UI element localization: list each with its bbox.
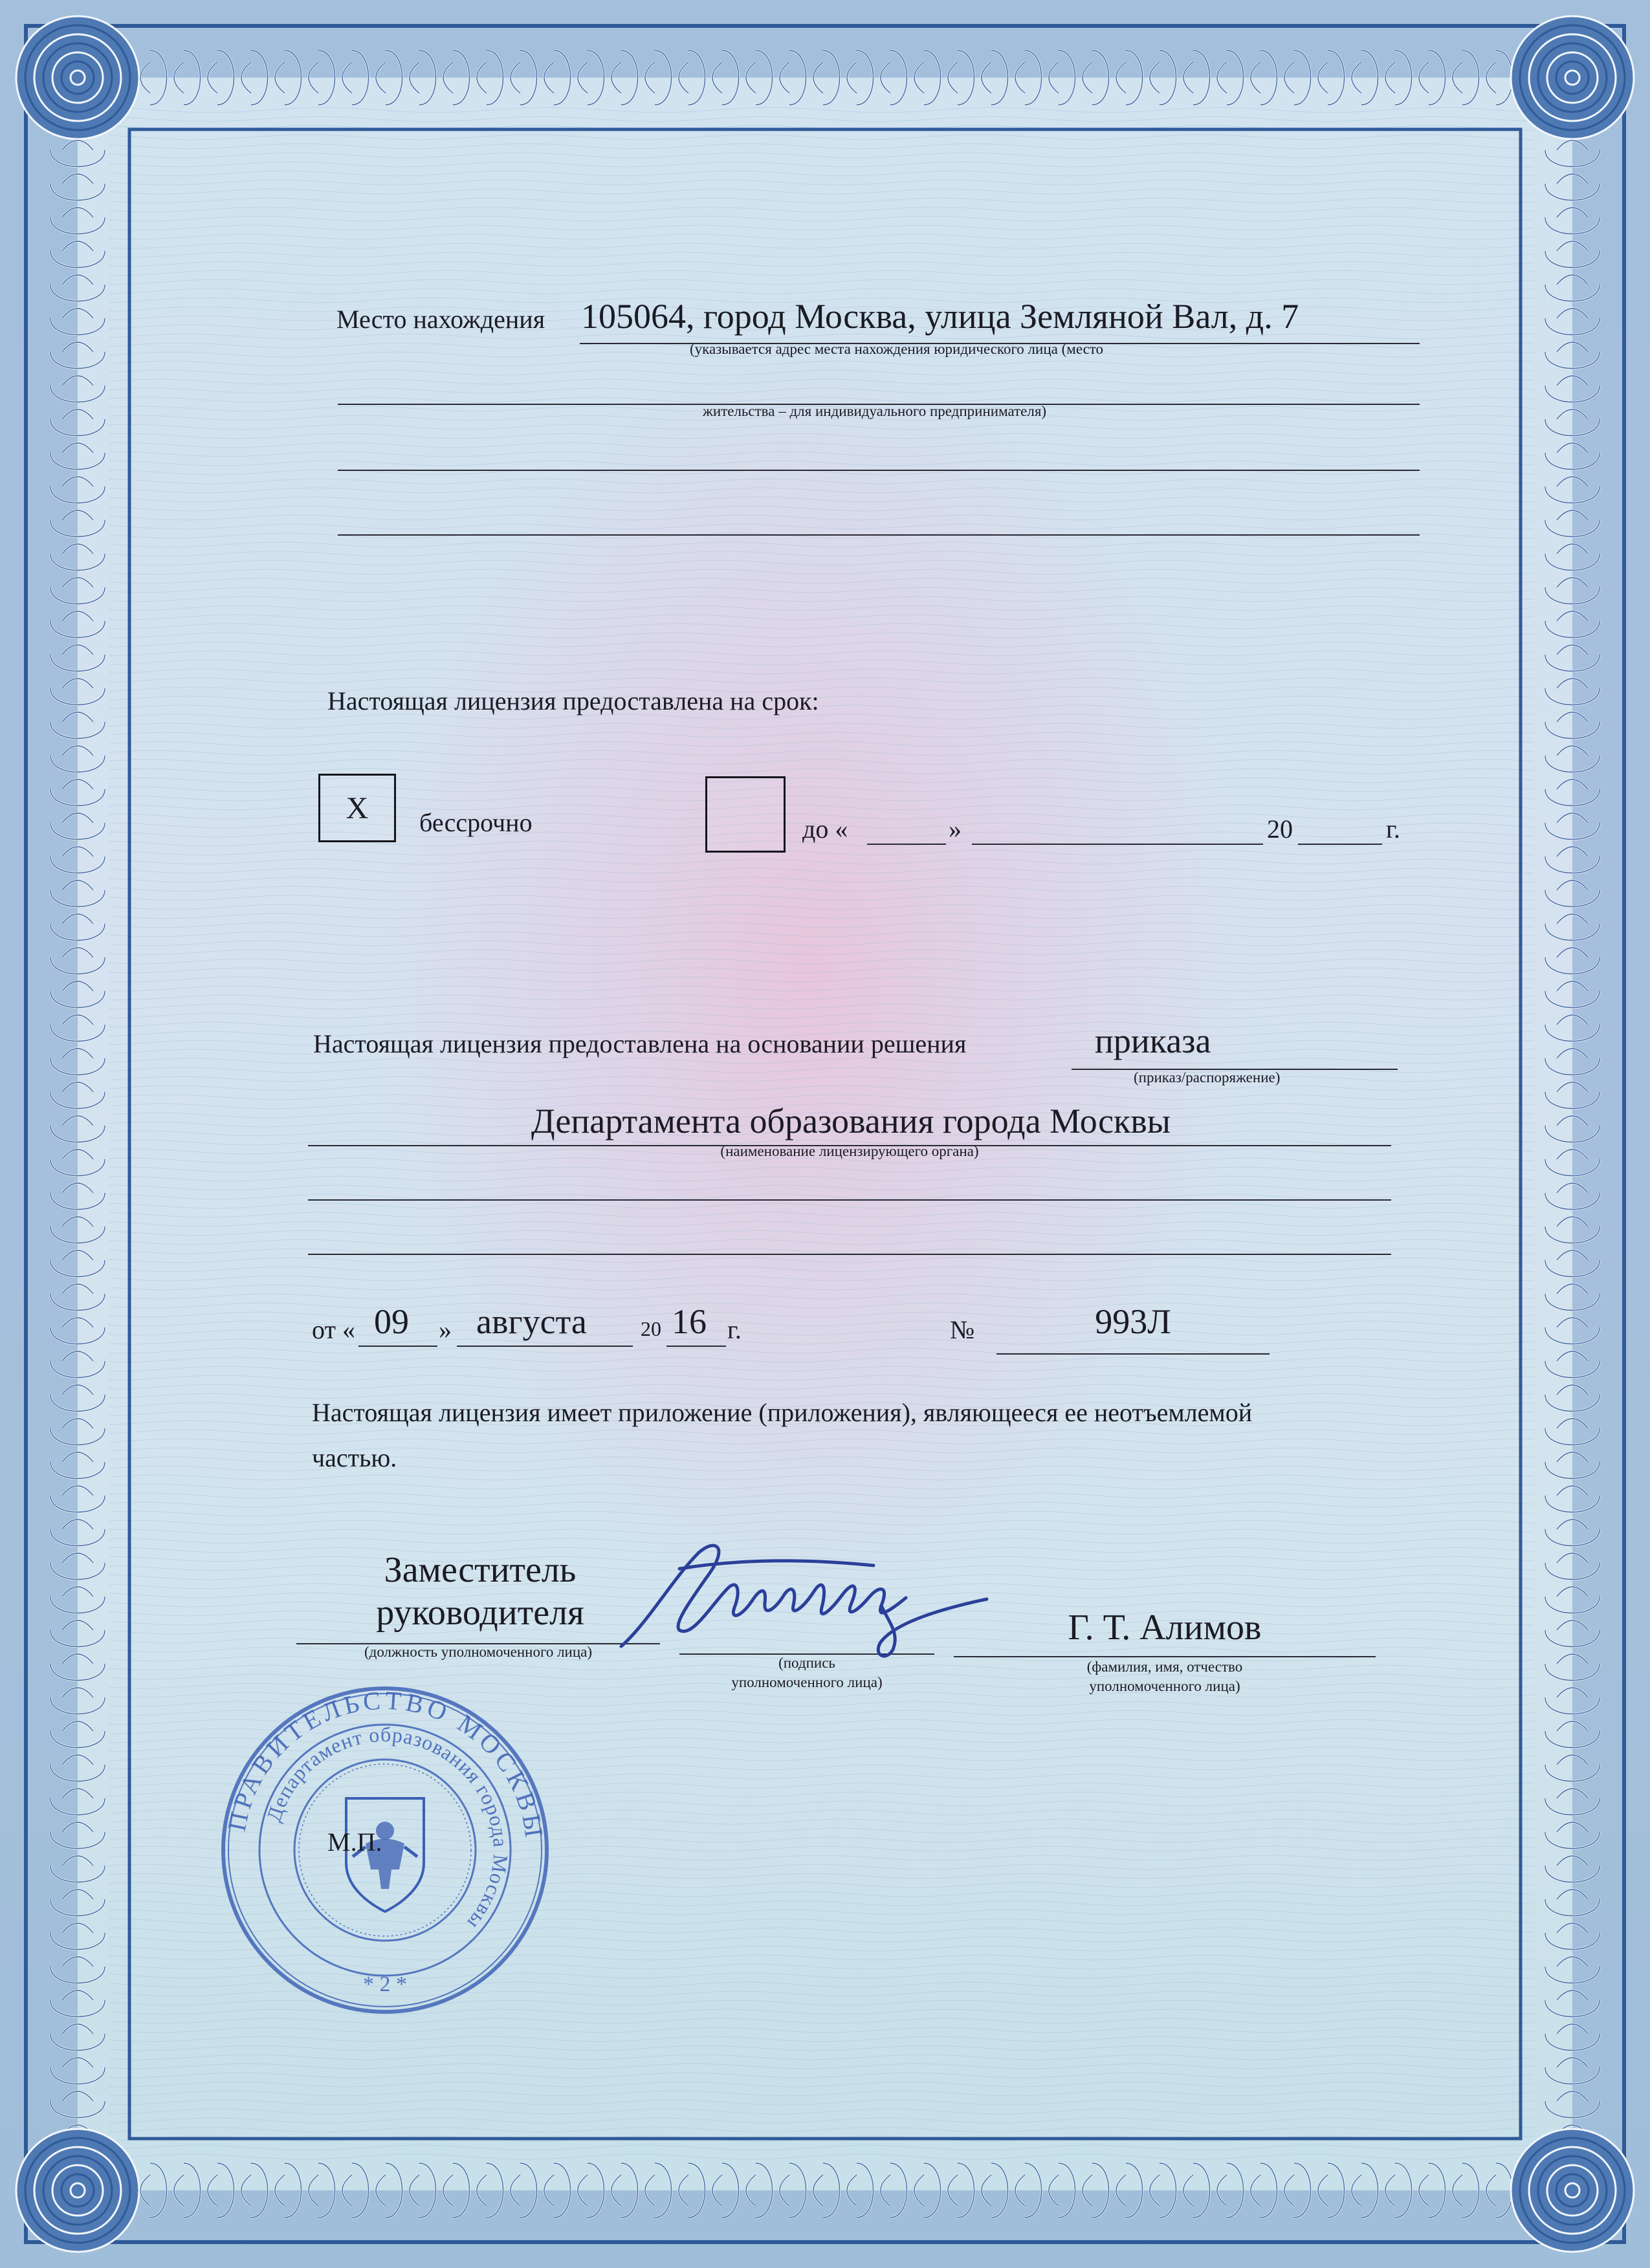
until-prefix: до « bbox=[802, 814, 848, 844]
indefinite-checkbox-mark: X bbox=[346, 791, 369, 825]
basis-authority-hint: (наименование лицензирующего органа) bbox=[720, 1143, 979, 1159]
basis-authority-text: Департамента образования города Москвы bbox=[531, 1102, 1171, 1140]
address-label: Место нахождения bbox=[336, 305, 545, 334]
svg-text:Департамент образования города: Департамент образования города Москвы bbox=[261, 1722, 513, 1935]
svg-text:ПРАВИТЕЛЬСТВО МОСКВЫ: ПРАВИТЕЛЬСТВО МОСКВЫ bbox=[221, 1685, 550, 1843]
license-number-box bbox=[995, 1304, 1271, 1339]
appendix-note-line-1: Настоящая лицензия имеет приложение (приложения), являющееся ее неотъемлемой bbox=[312, 1398, 1253, 1427]
date-day-line bbox=[358, 1346, 437, 1347]
official-stamp bbox=[217, 1682, 553, 2018]
until-date-checkbox[interactable] bbox=[705, 776, 786, 853]
signature-hint-line-1: (подпись bbox=[778, 1655, 835, 1671]
date-month-line bbox=[457, 1346, 633, 1347]
date-quote-close: » bbox=[439, 1315, 452, 1344]
date-year-g: г. bbox=[727, 1315, 742, 1344]
license-number: 993Л bbox=[1095, 1302, 1171, 1341]
name-hint bbox=[954, 1657, 1376, 1696]
address-hint-2: жительства – для индивидуального предпринимателя) bbox=[703, 403, 1047, 419]
number-sign: № bbox=[950, 1315, 975, 1344]
until-year-prefix: 20 bbox=[1267, 814, 1293, 844]
date-month: августа bbox=[476, 1302, 587, 1341]
name-hint-line-2: уполномоченного лица) bbox=[1089, 1678, 1240, 1694]
handwritten-signature bbox=[602, 1527, 990, 1669]
appendix-note-line-2: частью. bbox=[312, 1443, 397, 1472]
indefinite-checkbox[interactable] bbox=[318, 774, 396, 842]
mp-label: М.П. bbox=[327, 1827, 382, 1857]
license-number-line bbox=[996, 1353, 1270, 1355]
basis-authority bbox=[311, 1104, 1391, 1139]
date-year-line bbox=[666, 1346, 726, 1347]
date-year-suffix: 16 bbox=[672, 1302, 707, 1341]
name-hint-line-1: (фамилия, имя, отчество bbox=[1086, 1659, 1243, 1675]
basis-line-2 bbox=[308, 1199, 1391, 1201]
term-title: Настоящая лицензия предоставлена на срок: bbox=[327, 686, 819, 715]
address-value: 105064, город Москва, улица Земляной Вал, д. 7 bbox=[581, 297, 1299, 336]
signatory-position-line-2: руководителя bbox=[376, 1593, 584, 1633]
indefinite-label: бессрочно bbox=[419, 808, 533, 837]
address-hint-1: (указывается адрес места нахождения юридического лица (место bbox=[690, 341, 1104, 357]
signature-hint-line-2: уполномоченного лица) bbox=[731, 1674, 883, 1690]
date-from-prefix: от « bbox=[312, 1315, 355, 1344]
basis-label: Настоящая лицензия предоставлена на основании решения bbox=[313, 1029, 967, 1058]
basis-line-3 bbox=[308, 1254, 1391, 1255]
until-year-suffix: г. bbox=[1386, 814, 1400, 844]
address-line-4 bbox=[338, 534, 1420, 536]
until-month-line bbox=[972, 844, 1263, 845]
svg-text:* 2 *: * 2 * bbox=[363, 1972, 407, 1996]
date-day: 09 bbox=[374, 1302, 409, 1341]
until-quote-close: » bbox=[949, 814, 962, 844]
signatory-position-line-1: Заместитель bbox=[384, 1550, 577, 1590]
date-year-prefix: 20 bbox=[641, 1317, 661, 1340]
address-line-3 bbox=[338, 470, 1420, 471]
position-hint: (должность уполномоченного лица) bbox=[364, 1644, 593, 1660]
until-year-line bbox=[1298, 844, 1382, 845]
basis-doc-type: приказа bbox=[1095, 1021, 1211, 1060]
signatory-name: Г. Т. Алимов bbox=[1068, 1608, 1262, 1648]
basis-doc-type-hint: (приказ/распоряжение) bbox=[1134, 1069, 1281, 1085]
until-day-line bbox=[867, 844, 946, 845]
